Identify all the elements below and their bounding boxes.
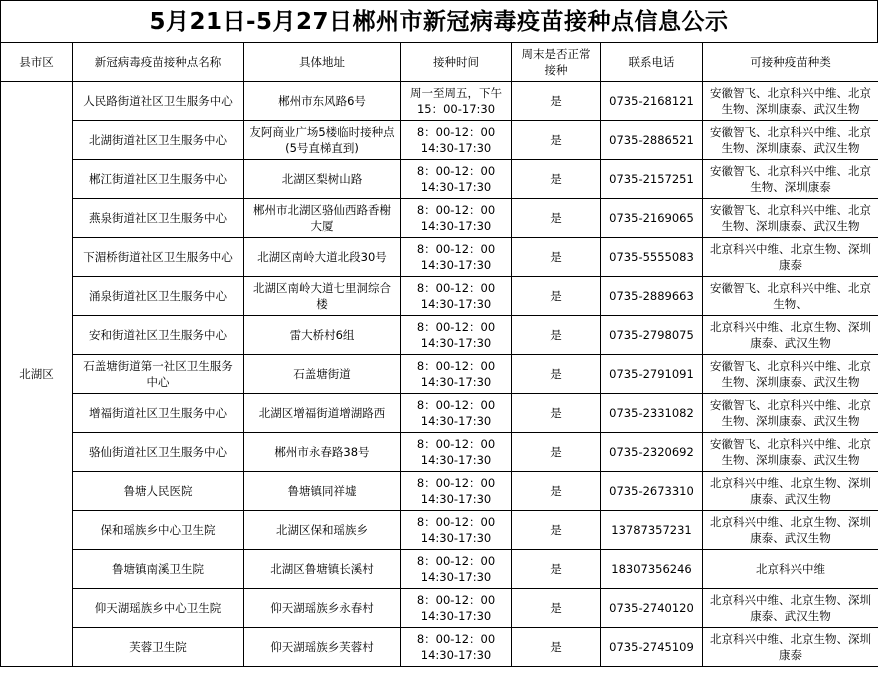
header-district: 县市区 [1, 43, 73, 82]
weekend-cell: 是 [512, 589, 601, 628]
vaccines-cell-line: 安徽智飞、北京科兴中维、北京 [710, 359, 871, 373]
phone-cell: 0735-2157251 [601, 160, 703, 199]
time-cell [401, 316, 512, 355]
time-cell-line: 14:30-17:30 [420, 648, 492, 662]
vaccines-cell [703, 394, 878, 433]
phone-cell: 0735-2740120 [601, 589, 703, 628]
address-cell [244, 277, 401, 316]
address-cell [244, 82, 401, 121]
address-cell [244, 121, 401, 160]
site-name-cell-line: 骆仙街道社区卫生服务中心 [89, 445, 227, 459]
district-cell: 北湖区 [1, 82, 73, 667]
weekend-cell: 是 [512, 355, 601, 394]
vaccination-sites-table [0, 42, 878, 667]
site-name-cell [73, 589, 244, 628]
time-cell-line: 8：00-12：00 [416, 320, 496, 334]
table-row [1, 160, 878, 199]
vaccines-cell-line: 康泰、武汉生物 [750, 336, 831, 350]
table-row [1, 433, 878, 472]
header-weekend [512, 43, 601, 82]
phone-cell: 0735-2169065 [601, 199, 703, 238]
address-cell-line: 北湖区增福街道增湖路西 [258, 406, 386, 420]
vaccines-cell [703, 199, 878, 238]
phone-cell: 0735-5555083 [601, 238, 703, 277]
vaccines-cell [703, 472, 878, 511]
site-name-cell [73, 433, 244, 472]
vaccines-cell-line: 安徽智飞、北京科兴中维、北京 [710, 125, 871, 139]
site-name-cell-line: 保和瑶族乡中心卫生院 [100, 523, 216, 537]
vaccines-cell-line: 生物、深圳康泰 [750, 180, 831, 194]
time-cell-line: 14:30-17:30 [420, 336, 492, 350]
vaccines-cell-line: 安徽智飞、北京科兴中维、北京 [710, 203, 871, 217]
time-cell-line: 8：00-12：00 [416, 164, 496, 178]
time-cell-line: 8：00-12：00 [416, 125, 496, 139]
table-row [1, 238, 878, 277]
site-name-cell-line: 中心 [146, 375, 170, 389]
site-name-cell-line: 北湖街道社区卫生服务中心 [89, 133, 227, 147]
table-row [1, 355, 878, 394]
vaccines-cell-line: 北京科兴中维、北京生物、深圳 [710, 320, 871, 334]
weekend-cell: 是 [512, 394, 601, 433]
vaccines-cell-line: 生物、深圳康泰、武汉生物 [721, 102, 860, 116]
vaccines-cell [703, 82, 878, 121]
header-vaccines: 可接种疫苗种类 [703, 43, 878, 82]
time-cell-line: 8：00-12：00 [416, 476, 496, 490]
vaccines-cell [703, 355, 878, 394]
address-cell [244, 238, 401, 277]
time-cell [401, 433, 512, 472]
vaccines-cell [703, 277, 878, 316]
site-name-cell-line: 下湄桥街道社区卫生服务中心 [83, 250, 233, 264]
table-body [1, 82, 878, 667]
address-cell-line: 楼 [316, 297, 328, 311]
address-cell-line: 郴州市东风路6号 [278, 94, 366, 108]
vaccines-cell-line: 康泰 [779, 648, 802, 662]
table-row [1, 316, 878, 355]
time-cell [401, 355, 512, 394]
address-cell-line: 北湖区南岭大道七里洞综合 [253, 281, 391, 295]
weekend-cell: 是 [512, 199, 601, 238]
time-cell-line: 14:30-17:30 [420, 375, 492, 389]
site-name-cell-line: 郴江街道社区卫生服务中心 [89, 172, 227, 186]
table-row [1, 199, 878, 238]
address-cell-line: 郴州市永春路38号 [274, 445, 370, 459]
time-cell-line: 14:30-17:30 [420, 141, 492, 155]
address-cell [244, 472, 401, 511]
vaccines-cell [703, 550, 878, 589]
weekend-cell: 是 [512, 433, 601, 472]
address-cell [244, 550, 401, 589]
site-name-cell [73, 82, 244, 121]
vaccines-cell [703, 628, 878, 667]
table-row [1, 550, 878, 589]
vaccines-cell-line: 安徽智飞、北京科兴中维、北京 [710, 86, 871, 100]
site-name-cell-line: 涌泉街道社区卫生服务中心 [89, 289, 227, 303]
time-cell-line: 8：00-12：00 [416, 242, 496, 256]
vaccines-cell [703, 316, 878, 355]
header-row [1, 43, 878, 82]
address-cell [244, 160, 401, 199]
time-cell-line: 15：00-17:30 [416, 102, 496, 116]
time-cell [401, 550, 512, 589]
vaccines-cell [703, 433, 878, 472]
time-cell-line: 8：00-12：00 [416, 203, 496, 217]
site-name-cell-line: 增福街道社区卫生服务中心 [89, 406, 227, 420]
vaccines-cell-line: 生物、深圳康泰、武汉生物 [721, 219, 860, 233]
time-cell [401, 160, 512, 199]
address-cell-line: 北湖区梨树山路 [281, 172, 363, 186]
vaccines-cell-line: 生物、深圳康泰、武汉生物 [721, 141, 860, 155]
weekend-cell: 是 [512, 121, 601, 160]
time-cell [401, 394, 512, 433]
vaccines-cell-line: 安徽智飞、北京科兴中维、北京 [710, 398, 871, 412]
address-cell-line: 仰天湖瑶族乡永春村 [270, 601, 374, 615]
site-name-cell [73, 238, 244, 277]
time-cell-line: 14:30-17:30 [420, 531, 492, 545]
address-cell [244, 628, 401, 667]
site-name-cell-line: 鲁塘人民医院 [123, 484, 193, 498]
time-cell [401, 199, 512, 238]
time-cell [401, 628, 512, 667]
table-row [1, 628, 878, 667]
phone-cell: 0735-2745109 [601, 628, 703, 667]
time-cell-line: 14:30-17:30 [420, 297, 492, 311]
site-name-cell [73, 277, 244, 316]
phone-cell: 0735-2673310 [601, 472, 703, 511]
table-row [1, 589, 878, 628]
phone-cell: 0735-2168121 [601, 82, 703, 121]
time-cell-line: 8：00-12：00 [416, 281, 496, 295]
address-cell-line: 雷大桥村6组 [289, 328, 355, 342]
site-name-cell [73, 316, 244, 355]
time-cell-line: 14:30-17:30 [420, 414, 492, 428]
vaccines-cell [703, 160, 878, 199]
address-cell [244, 394, 401, 433]
time-cell-line: 8：00-12：00 [416, 437, 496, 451]
phone-cell: 13787357231 [601, 511, 703, 550]
vaccines-cell [703, 238, 878, 277]
address-cell [244, 511, 401, 550]
table-row [1, 394, 878, 433]
site-name-cell [73, 160, 244, 199]
phone-cell: 0735-2886521 [601, 121, 703, 160]
vaccines-cell-line: 北京科兴中维 [756, 562, 825, 576]
time-cell-line: 14:30-17:30 [420, 453, 492, 467]
vaccines-cell [703, 589, 878, 628]
vaccines-cell-line: 北京科兴中维、北京生物、深圳 [710, 632, 871, 646]
weekend-cell: 是 [512, 550, 601, 589]
header-time: 接种时间 [401, 43, 512, 82]
time-cell-line: 8：00-12：00 [416, 593, 496, 607]
time-cell-line: 14:30-17:30 [420, 609, 492, 623]
time-cell [401, 589, 512, 628]
time-cell-line: 周一至周五，下午 [410, 86, 502, 100]
address-cell [244, 316, 401, 355]
site-name-cell [73, 199, 244, 238]
site-name-cell-line: 燕泉街道社区卫生服务中心 [89, 211, 227, 225]
time-cell-line: 14:30-17:30 [420, 258, 492, 272]
time-cell-line: 8：00-12：00 [416, 554, 496, 568]
time-cell-line: 8：00-12：00 [416, 359, 496, 373]
address-cell-line: 鲁塘镇同祥墟 [287, 484, 357, 498]
vaccines-cell-line: 康泰、武汉生物 [750, 492, 831, 506]
vaccines-cell-line: 安徽智飞、北京科兴中维、北京 [710, 164, 871, 178]
vaccines-cell-line: 北京科兴中维、北京生物、深圳 [710, 593, 871, 607]
time-cell-line: 8：00-12：00 [416, 515, 496, 529]
address-cell [244, 433, 401, 472]
site-name-cell [73, 121, 244, 160]
header-address: 具体地址 [244, 43, 401, 82]
vaccines-cell-line: 康泰 [779, 258, 802, 272]
header-weekend-line1: 周末是否正常 [521, 47, 591, 61]
time-cell-line: 14:30-17:30 [420, 180, 492, 194]
table-row [1, 121, 878, 160]
site-name-cell-line: 仰天湖瑶族乡中心卫生院 [94, 601, 222, 615]
table-row [1, 277, 878, 316]
vaccines-cell-line: 康泰、武汉生物 [750, 531, 831, 545]
vaccines-cell-line: 生物、深圳康泰、武汉生物 [721, 375, 860, 389]
time-cell-line: 14:30-17:30 [420, 492, 492, 506]
site-name-cell-line: 芙蓉卫生院 [129, 640, 187, 654]
phone-cell: 0735-2798075 [601, 316, 703, 355]
time-cell [401, 238, 512, 277]
header-phone: 联系电话 [601, 43, 703, 82]
address-cell-line: 仰天湖瑶族乡芙蓉村 [270, 640, 374, 654]
phone-cell: 0735-2320692 [601, 433, 703, 472]
site-name-cell-line: 鲁塘镇南溪卫生院 [112, 562, 204, 576]
time-cell-line: 14:30-17:30 [420, 570, 492, 584]
time-cell [401, 277, 512, 316]
table-row [1, 82, 878, 121]
site-name-cell-line: 石盖塘街道第一社区卫生服务 [83, 359, 233, 373]
site-name-cell [73, 511, 244, 550]
address-cell-line: 友阿商业广场5楼临时接种点 [249, 125, 395, 139]
time-cell [401, 511, 512, 550]
weekend-cell: 是 [512, 238, 601, 277]
address-cell [244, 199, 401, 238]
table-row [1, 511, 878, 550]
address-cell-line: (5号直梯直到) [285, 141, 359, 155]
vaccines-cell-line: 康泰、武汉生物 [750, 609, 831, 623]
table-row [1, 472, 878, 511]
address-cell-line: 北湖区保和瑶族乡 [276, 523, 368, 537]
site-name-cell [73, 550, 244, 589]
address-cell-line: 北湖区南岭大道北段30号 [257, 250, 387, 264]
phone-cell: 0735-2331082 [601, 394, 703, 433]
weekend-cell: 是 [512, 511, 601, 550]
phone-cell: 18307356246 [601, 550, 703, 589]
weekend-cell: 是 [512, 316, 601, 355]
header-site: 新冠病毒疫苗接种点名称 [73, 43, 244, 82]
phone-cell: 0735-2889663 [601, 277, 703, 316]
address-cell-line: 大厦 [310, 219, 334, 233]
site-name-cell [73, 355, 244, 394]
site-name-cell-line: 安和街道社区卫生服务中心 [89, 328, 227, 342]
weekend-cell: 是 [512, 82, 601, 121]
weekend-cell: 是 [512, 160, 601, 199]
vaccines-cell-line: 生物、深圳康泰、武汉生物 [721, 414, 860, 428]
vaccines-cell [703, 121, 878, 160]
address-cell [244, 589, 401, 628]
address-cell [244, 355, 401, 394]
address-cell-line: 北湖区鲁塘镇长溪村 [270, 562, 374, 576]
address-cell-line: 石盖塘街道 [293, 367, 351, 381]
time-cell-line: 14:30-17:30 [420, 219, 492, 233]
vaccines-cell-line: 北京科兴中维、北京生物、深圳 [710, 476, 871, 490]
weekend-cell: 是 [512, 472, 601, 511]
time-cell [401, 121, 512, 160]
time-cell [401, 82, 512, 121]
site-name-cell [73, 394, 244, 433]
site-name-cell-line: 人民路街道社区卫生服务中心 [83, 94, 233, 108]
vaccines-cell-line: 生物、 [773, 297, 808, 311]
site-name-cell [73, 628, 244, 667]
vaccines-cell-line: 生物、深圳康泰、武汉生物 [721, 453, 860, 467]
vaccines-cell-line: 北京科兴中维、北京生物、深圳 [710, 515, 871, 529]
vaccines-cell [703, 511, 878, 550]
vaccines-cell-line: 北京科兴中维、北京生物、深圳 [710, 242, 871, 256]
vaccines-cell-line: 安徽智飞、北京科兴中维、北京 [710, 437, 871, 451]
header-weekend-line2: 接种 [544, 63, 568, 77]
address-cell-line: 郴州市北湖区骆仙西路香榭 [253, 203, 391, 217]
phone-cell: 0735-2791091 [601, 355, 703, 394]
vaccines-cell-line: 安徽智飞、北京科兴中维、北京 [710, 281, 871, 295]
site-name-cell [73, 472, 244, 511]
page-title: 5月21日-5月27日郴州市新冠病毒疫苗接种点信息公示 [0, 0, 878, 42]
time-cell-line: 8：00-12：00 [416, 398, 496, 412]
weekend-cell: 是 [512, 628, 601, 667]
weekend-cell: 是 [512, 277, 601, 316]
time-cell-line: 8：00-12：00 [416, 632, 496, 646]
time-cell [401, 472, 512, 511]
